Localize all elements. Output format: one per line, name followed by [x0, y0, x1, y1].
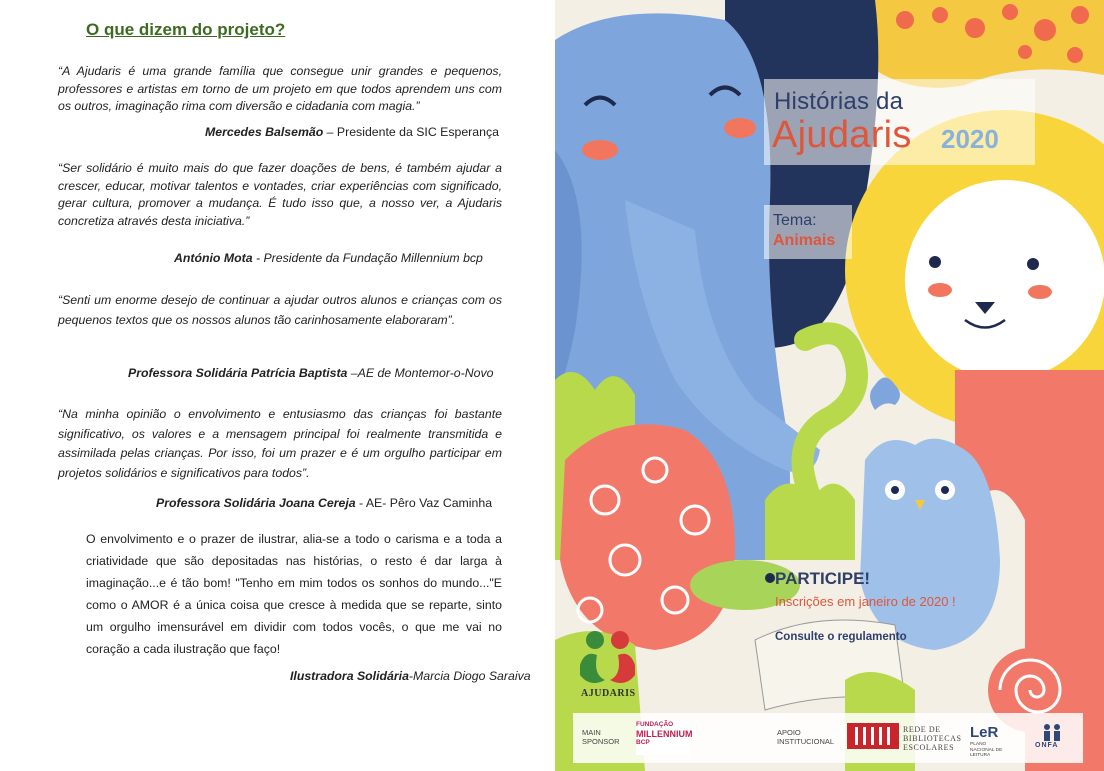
onfa-logo-text: ONFA	[1035, 742, 1059, 749]
poster-title-line1: Histórias da	[774, 88, 904, 115]
inscriptions-text: Inscrições em janeiro de 2020 !	[775, 594, 956, 609]
illustrator-paragraph: O envolvimento e o prazer de ilustrar, alia-se a todo o carisma e a toda a criatividade que são depositadas nas histórias, o resto é dar larga à imaginação...e é tão bom! "Tenho em mim todos os sonhos do mundo..."E como o AMOR é a única coisa que cresce à medida que se reparte, sinto um orgulho imensurável em dividir com todos vocês, o que me vai no coração a cada ilustração que faço!	[86, 532, 502, 656]
quote-text: “Na minha opinião o envolvimento e entusiasmo das crianças foi bastante significativo, os valores e a mensagem principal foi realmente transmitida e assimilada pelas crianças. Por isso, foi um prazer e é um orgulho participar em projetos solidários e significativos para todos”.	[58, 407, 502, 480]
millennium-line3: BCP	[636, 739, 650, 746]
section-title: O que dizem do projeto?	[86, 20, 286, 39]
millennium-line2: MILLENNIUM	[636, 729, 693, 739]
quote-author: Professora Solidária Joana Cereja	[156, 496, 356, 510]
millennium-line1: FUNDAÇÃO	[636, 721, 674, 728]
quote-author: Mercedes Balsemão	[205, 125, 324, 139]
ler-subtitle: PLANO NACIONAL DE LEITURA	[970, 742, 1003, 758]
illustrator-role: -Marcia Diogo Saraiva	[408, 669, 531, 683]
participate-heading: PARTICIPE!	[775, 569, 871, 588]
rbe-logo-icon	[847, 723, 899, 749]
quote-attribution	[128, 365, 493, 382]
millennium-logo	[636, 721, 693, 755]
theme-label: Tema:	[773, 212, 817, 229]
onfa-people-icon	[1041, 722, 1063, 742]
quote-attribution	[205, 124, 499, 141]
quote-text: “Senti um enorme desejo de continuar a ajudar outros alunos e crianças com os pequenos textos que os nossos alunos tão carinhosamente elaboraram”.	[58, 293, 502, 327]
support-label: APOIO INSTITUCIONAL	[777, 728, 835, 746]
owl-illustration	[860, 439, 1000, 650]
quote-text: “Ser solidário é muito mais do que fazer doações de bens, é também ajudar a crescer, educar, motivar talentos e vontades, criar experiências com significado, gerar cultura, promover a mudança. É tudo isso que, a nosso ver, a Ajudaris concretiza através desta iniciativa.”	[58, 161, 502, 228]
rules-link[interactable]: Consulte o regulamento	[775, 631, 907, 643]
quote-author: Professora Solidária Patrícia Baptista	[128, 366, 348, 380]
rbe-text: REDE DE BIBLIOTECAS ESCOLARES	[903, 725, 962, 752]
quote-text: “A Ajudaris é uma grande família que consegue unir grandes e pequenos, professores e artistas em torno de um projeto em que todos aprendem uns com os outros, imaginação rima com diversão e cidadania com magia.”	[58, 64, 502, 114]
main-sponsor-label: MAIN SPONSOR	[582, 728, 620, 746]
quote-role: –AE de Montemor-o-Novo	[347, 366, 494, 380]
quote-author: António Mota	[174, 251, 253, 265]
ajudaris-logo-text: AJUDARIS	[581, 688, 636, 699]
ler-logo: LeR	[970, 724, 999, 741]
theme-value: Animais	[773, 232, 836, 249]
quote-role: - AE- Pêro Vaz Caminha	[355, 496, 493, 510]
quote-role: – Presidente da SIC Esperança	[323, 125, 499, 139]
quote-attribution	[174, 250, 483, 267]
quote-role: - Presidente da Fundação Millennium bcp	[252, 251, 483, 265]
quote-attribution	[156, 495, 492, 512]
illustrator-attribution	[290, 668, 531, 685]
illustrator-name: Ilustradora Solidária	[290, 669, 409, 683]
poster-title-line2: Ajudaris	[772, 114, 912, 156]
poster-panel	[555, 0, 1104, 771]
poster-year: 2020	[941, 124, 999, 154]
